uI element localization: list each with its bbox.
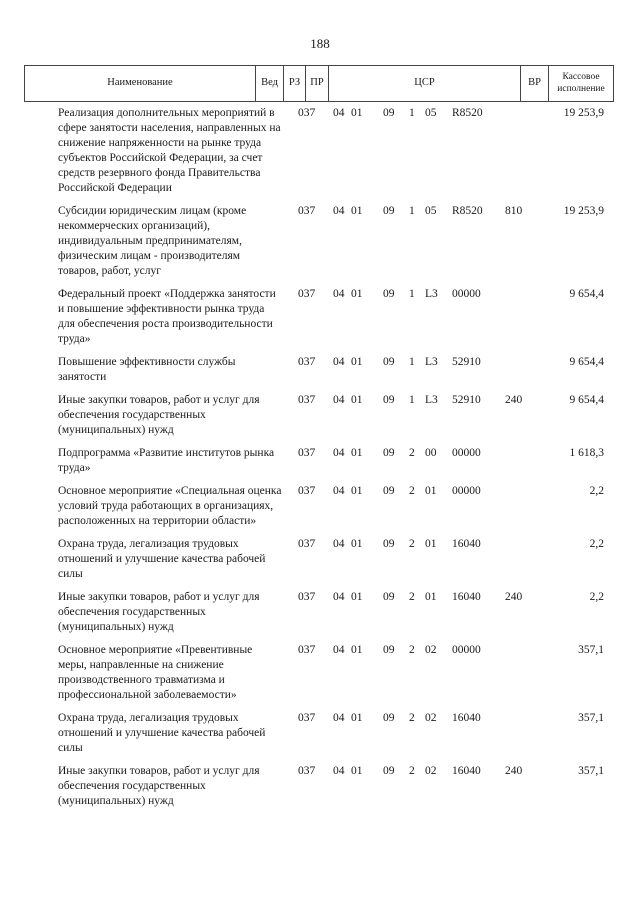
row-rz: 04	[333, 356, 345, 368]
row-csr-program: 09	[383, 591, 395, 603]
table-row	[58, 446, 614, 476]
row-name: Иные закупки товаров, работ и услуг для обеспечения государственных (муниципальных) нужд	[58, 394, 260, 436]
row-ved: 037	[298, 107, 316, 119]
row-rz: 04	[333, 591, 345, 603]
row-name: Основное мероприятие «Специальная оценка условий труда работающих в организациях, расположенных на территории области»	[58, 485, 282, 527]
row-vr: 240	[505, 765, 523, 777]
row-rz: 04	[333, 205, 345, 217]
header-vr: ВР	[520, 65, 549, 102]
row-csr-program: 09	[383, 712, 395, 724]
row-ved: 037	[298, 538, 316, 550]
row-vr: 810	[505, 205, 523, 217]
row-csr-event: 02	[425, 765, 437, 777]
row-amount: 9 654,4	[569, 394, 604, 406]
table-row	[58, 204, 614, 279]
row-csr-program: 09	[383, 765, 395, 777]
row-csr-subprogram: 2	[409, 591, 415, 603]
row-amount: 9 654,4	[569, 288, 604, 300]
row-pr: 01	[351, 205, 363, 217]
row-name: Охрана труда, легализация трудовых отношений и улучшение качества рабочей силы	[58, 538, 266, 580]
row-amount: 1 618,3	[569, 447, 604, 459]
row-csr-event: 01	[425, 591, 437, 603]
row-csr-event: 00	[425, 447, 437, 459]
row-amount: 2,2	[589, 538, 604, 550]
table-row	[58, 393, 614, 438]
table-body	[58, 106, 614, 817]
row-pr: 01	[351, 591, 363, 603]
row-csr-subprogram: 2	[409, 485, 415, 497]
row-csr-subprogram: 1	[409, 205, 415, 217]
row-csr-event: 01	[425, 538, 437, 550]
row-csr-subprogram: 1	[409, 394, 415, 406]
row-pr: 01	[351, 765, 363, 777]
row-name: Повышение эффективности службы занятости	[58, 356, 236, 383]
row-name: Охрана труда, легализация трудовых отношений и улучшение качества рабочей силы	[58, 712, 266, 754]
table-row	[58, 643, 614, 703]
row-csr-event: 05	[425, 205, 437, 217]
row-vr: 240	[505, 591, 523, 603]
row-name: Основное мероприятие «Превентивные меры, направленные на снижение производственного травматизма и профессиональной заболеваемости»	[58, 644, 253, 701]
row-csr-direction: 16040	[452, 591, 481, 603]
row-amount: 9 654,4	[569, 356, 604, 368]
table-row	[58, 287, 614, 347]
row-amount: 2,2	[589, 591, 604, 603]
row-csr-event: 02	[425, 644, 437, 656]
row-name: Реализация дополнительных мероприятий в сфере занятости населения, направленных на снижение напряженности на рынке труда субъектов Российской Федерации, за счет средств резервного фонда Правительства Российской Федерации	[58, 107, 281, 194]
row-amount: 357,1	[578, 644, 604, 656]
row-csr-program: 09	[383, 288, 395, 300]
row-name: Субсидии юридическим лицам (кроме некоммерческих организаций), индивидуальным предпринимателям, физическим лицам - производителям товаров, работ, услуг	[58, 205, 247, 277]
table-row	[58, 590, 614, 635]
row-csr-subprogram: 2	[409, 712, 415, 724]
row-csr-event: 05	[425, 107, 437, 119]
table-row	[58, 711, 614, 756]
row-amount: 357,1	[578, 712, 604, 724]
row-csr-direction: 52910	[452, 394, 481, 406]
row-csr-subprogram: 2	[409, 538, 415, 550]
row-vr: 240	[505, 394, 523, 406]
header-csr: ЦСР	[328, 65, 521, 102]
table-row	[58, 106, 614, 196]
row-csr-program: 09	[383, 394, 395, 406]
table-row	[58, 484, 614, 529]
row-csr-direction: 16040	[452, 712, 481, 724]
row-csr-direction: 00000	[452, 447, 481, 459]
row-ved: 037	[298, 591, 316, 603]
header-rz: РЗ	[283, 65, 306, 102]
row-csr-program: 09	[383, 644, 395, 656]
row-pr: 01	[351, 107, 363, 119]
row-csr-subprogram: 2	[409, 644, 415, 656]
row-pr: 01	[351, 394, 363, 406]
row-rz: 04	[333, 447, 345, 459]
row-rz: 04	[333, 538, 345, 550]
row-rz: 04	[333, 288, 345, 300]
row-pr: 01	[351, 644, 363, 656]
row-csr-event: 02	[425, 712, 437, 724]
row-ved: 037	[298, 205, 316, 217]
page-number: 188	[310, 36, 330, 51]
row-ved: 037	[298, 394, 316, 406]
row-csr-direction: 00000	[452, 644, 481, 656]
row-name: Подпрограмма «Развитие институтов рынка труда»	[58, 447, 275, 474]
row-ved: 037	[298, 644, 316, 656]
row-ved: 037	[298, 447, 316, 459]
row-csr-direction: 16040	[452, 538, 481, 550]
row-csr-program: 09	[383, 538, 395, 550]
row-amount: 2,2	[589, 485, 604, 497]
row-csr-direction: 00000	[452, 485, 481, 497]
row-csr-direction: R8520	[452, 107, 483, 119]
row-amount: 19 253,9	[563, 205, 604, 217]
header-kassovoe: Кассовое исполнение	[548, 65, 614, 102]
row-csr-event: L3	[425, 356, 438, 368]
row-csr-subprogram: 2	[409, 447, 415, 459]
row-csr-direction: 52910	[452, 356, 481, 368]
row-name: Федеральный проект «Поддержка занятости и повышение эффективности рынка труда для обеспечения роста производительности труда»	[58, 288, 276, 345]
header-ved: Вед	[255, 65, 284, 102]
row-pr: 01	[351, 712, 363, 724]
row-name: Иные закупки товаров, работ и услуг для обеспечения государственных (муниципальных) нужд	[58, 591, 260, 633]
row-rz: 04	[333, 765, 345, 777]
table-header	[24, 65, 614, 102]
row-csr-direction: R8520	[452, 205, 483, 217]
table-row	[58, 355, 614, 385]
row-csr-event: 01	[425, 485, 437, 497]
row-rz: 04	[333, 712, 345, 724]
row-name: Иные закупки товаров, работ и услуг для обеспечения государственных (муниципальных) нужд	[58, 765, 260, 807]
row-csr-program: 09	[383, 485, 395, 497]
row-csr-direction: 16040	[452, 765, 481, 777]
header-pr: ПР	[305, 65, 329, 102]
row-csr-direction: 00000	[452, 288, 481, 300]
row-csr-program: 09	[383, 447, 395, 459]
row-amount: 19 253,9	[563, 107, 604, 119]
row-ved: 037	[298, 765, 316, 777]
row-csr-subprogram: 2	[409, 765, 415, 777]
row-pr: 01	[351, 447, 363, 459]
row-pr: 01	[351, 485, 363, 497]
row-rz: 04	[333, 394, 345, 406]
row-csr-program: 09	[383, 205, 395, 217]
table-row	[58, 537, 614, 582]
row-csr-program: 09	[383, 107, 395, 119]
row-csr-event: L3	[425, 288, 438, 300]
row-csr-event: L3	[425, 394, 438, 406]
row-pr: 01	[351, 356, 363, 368]
row-rz: 04	[333, 485, 345, 497]
row-pr: 01	[351, 538, 363, 550]
row-ved: 037	[298, 485, 316, 497]
row-rz: 04	[333, 644, 345, 656]
row-csr-subprogram: 1	[409, 107, 415, 119]
row-pr: 01	[351, 288, 363, 300]
row-ved: 037	[298, 712, 316, 724]
row-rz: 04	[333, 107, 345, 119]
row-ved: 037	[298, 288, 316, 300]
row-ved: 037	[298, 356, 316, 368]
row-csr-program: 09	[383, 356, 395, 368]
row-amount: 357,1	[578, 765, 604, 777]
row-csr-subprogram: 1	[409, 288, 415, 300]
row-csr-subprogram: 1	[409, 356, 415, 368]
table-row	[58, 764, 614, 809]
header-name: Наименование	[24, 65, 256, 102]
